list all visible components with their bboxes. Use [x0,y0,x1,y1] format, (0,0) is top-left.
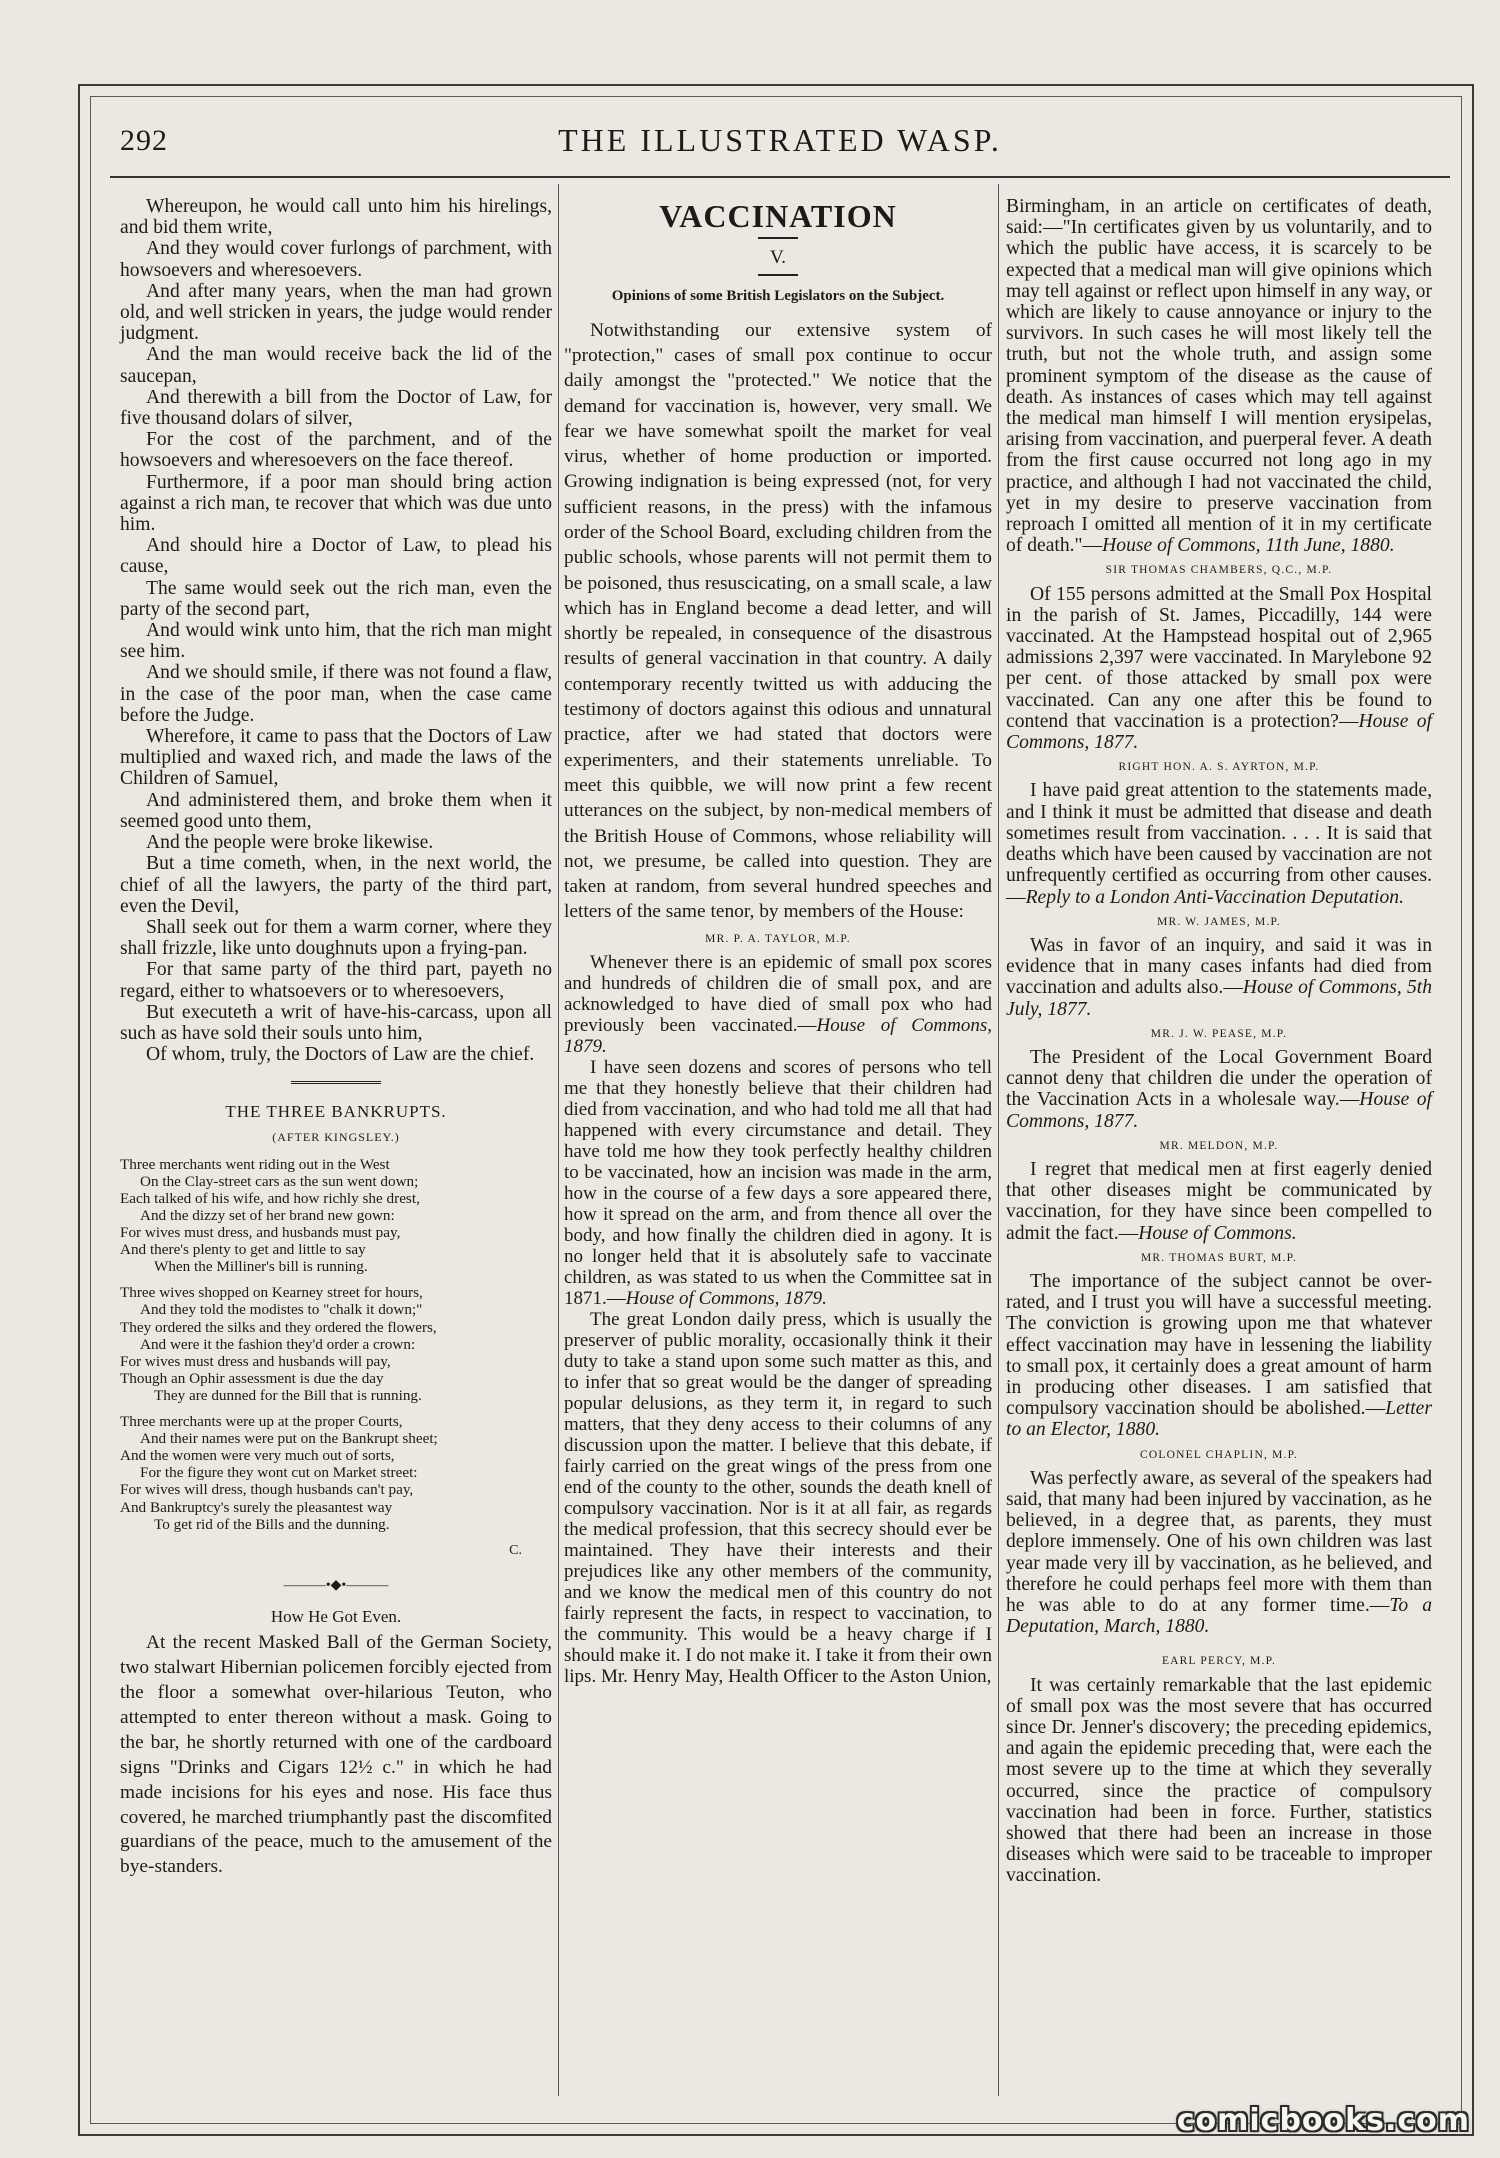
quote-text: Was in favor of an inquiry, and said it was in evidence that in many cases infants had died from vaccination and adults also.— [1006,934,1432,999]
quote-text: I have seen dozens and scores of persons who tell me that they honestly believe that their children had died from vaccination, and who had told me all that had happened with every circumstance and detail. They have told me how they took perfectly healthy children to be vaccinated, how an incision was made in the arm, how in the course of a few days a sore appeared there, how it spread on the arm, and from thence all over the body, and how finally the children died in agony. It is no longer held that it is absolutely safe to vaccinate children, as was stated to us when the Committee sat in 1871.— [564,1056,992,1309]
verse: And the man would receive back the lid of the saucepan, [120,344,552,387]
verse: And the people were broke likewise. [146,832,434,854]
title-rule [758,274,798,276]
site-watermark: comicbooks.com [1176,2103,1470,2138]
verse: And should hire a Doctor of Law, to plead his cause, [120,535,552,578]
story-title: How He Got Even. [270,1607,402,1626]
intro-paragraph: Notwithstanding our extensive system of "protection," cases of small pox continue to occur daily amongst the "protected." We notice that the demand for vaccination is, however, very small. We fear we have somewhat spoilt the market for veal virus, whether of home production or imported. Growing indignation is being expressed (not, for very sufficient reasons, in the press) with the infamous order of the School Board, excluding children from the public schools, whose parents will not permit them to be poisoned, thus resuscicating, on a small scale, a law which has in England become a dead letter, and will shortly be repealed, in consequence of the disastrous results of general vaccination in that country. A daily contemporary recently twitted us with adducing the testimony of doctors against this odious and unnatural practice, after we had stated that doctors were experimenters, and their statements unreliable. To meet this quibble, we will now print a few recent utterances on the subject, by non-medical members of the British House of Commons, whose reliability will not, we presume, be called into question. They are taken at random, from several hundred speeches and letters of the same tenor, by members of the House: [564,319,992,923]
column-middle [564,196,992,1687]
speaker-quotes [564,952,992,1687]
masthead: THE ILLUSTRATED WASP. [558,122,1002,158]
speaker-heading: MR. MELDON, M.P. [1159,1139,1279,1152]
speaker-heading: EARL PERCY, M.P. [1161,1655,1277,1668]
verse: But executeth a writ of have-his-carcass, upon all such as have sold their souls unto him, [120,1001,552,1044]
poem-line: And there's plenty to get and little to say [120,1241,366,1259]
quote-text: Whenever there is an epidemic of small pox scores and hundreds of children die of small pox, and are acknowledged to have died of small pox who had previously been vaccinated.— [564,951,992,1036]
speaker-heading: MR. J. W. PEASE, M.P. [1150,1027,1288,1040]
speaker-heading: MR. THOMAS BURT, M.P. [1140,1251,1298,1264]
quote-citation: Letter to an Elector, 1880. [1006,1398,1432,1441]
quote-citation: House of Commons, 11th June, 1880. [1102,535,1395,557]
poem-stanza [120,1413,552,1533]
poem-line: Three wives shopped on Kearney street for hours, [120,1284,423,1302]
verse: Wherefore, it came to pass that the Doctors of Law multiplied and waxed rich, and made the laws of the Children of Samuel, [120,726,552,790]
verse: For the cost of the parchment, and of the howsoevers and wheresoevers on the face thereof. [120,429,552,472]
quote-paragraph [1006,1468,1432,1638]
quote-text: Birmingham, in an article on certificates of death, said:—"In certificates given by us voluntarily, and to which the public have access, it is scarcely to be expected that a medical man will give opinions which may tell against or reflect upon himself in any way, or which are likely to cause annoyance or injury to the survivors. In such cases he will most likely tell the truth, but not the whole truth, and assign some prominent symptom of the disease as the cause of death. As instances of cases which may tell against the medical man himself I will mention erysipelas, arising from vaccination, and puerperal fever. A death from the first cause occurred not long ago in my practice, and although I had not vaccinated the child, yet in my desire to preserve vaccination from reproach I omitted all mention of it in my certificate of death."— [1006,196,1432,557]
column-rule-1 [558,184,559,2096]
quote-paragraph [1006,1271,1432,1441]
poem-title: THE THREE BANKRUPTS. [225,1102,447,1122]
quote-text: I have paid great attention to the statements made, and I think it must be admitted that disease and death sometimes result from vaccination. . . . It is said that deaths which have been caused by vaccination are not unfrequently certified as occurring from other causes.— [1006,780,1432,908]
quote-citation: House of Commons, 1877. [1006,1089,1432,1132]
verse: For that same party of the third part, payeth no regard, either to whatsoevers or to wheresoevers, [120,959,552,1002]
poem-signature: C. [509,1542,522,1558]
verse: And administered them, and broke them when it seemed good unto them, [120,789,552,832]
section-divider [291,1081,381,1087]
poem-attribution: (AFTER KINGSLEY.) [272,1129,400,1144]
quote-text: The President of the Local Government Board cannot deny that children die under the operation of the Vaccination Acts in a wholesale way.— [1006,1046,1432,1111]
poem [120,1156,552,1559]
poem-line: And they told the modistes to "chalk it down;" [140,1301,423,1319]
poem-line: Three merchants were up at the proper Courts, [120,1413,403,1431]
quote-paragraph [1006,584,1432,754]
poem-line: For wives will dress, though husbands can't pay, [120,1481,414,1499]
poem-line: To get rid of the Bills and the dunning. [154,1515,390,1533]
article-intro [564,318,992,925]
poem-line: Each talked of his wife, and how richly she drest, [120,1189,420,1207]
poem-line: For the figure they wont cut on Market street: [140,1464,418,1482]
article-part-number: V. [769,247,787,269]
verse: Of whom, truly, the Doctors of Law are the chief. [146,1044,535,1066]
poem-line: And their names were put on the Bankrupt sheet; [140,1430,438,1448]
quote-citation: House of Commons, 1877. [1006,710,1432,754]
article-subtitle: Opinions of some British Legislators on the Subject. [611,288,945,305]
verse: And after many years, when the man had grown old, and well stricken in years, the judge would render judgment. [120,280,552,345]
quote-text: Of 155 persons admitted at the Small Pox Hospital in the parish of St. James, Piccadilly, 144 were vaccinated. At the Hampstead hospital out of 2,965 admissions 2,397 were vaccinated. In Marylebone 92 per cent. of those attacked by small pox were vaccinated. Can any one after this be found to contend that vaccination is a protection?— [1006,583,1432,732]
verse: Whereupon, he would call unto him his hirelings, and bid them write, [120,196,552,239]
verse: And therewith a bill from the Doctor of Law, for five thousand dolars of silver, [120,386,552,430]
quote-paragraph [1006,1047,1432,1132]
speaker-heading: MR. P. A. TAYLOR, M.P. [705,932,851,945]
poem-line: When the Milliner's bill is running. [154,1258,368,1276]
poem-line: And the women were very much out of sorts, [120,1447,395,1465]
quote-paragraph [564,1057,992,1309]
verse: And they would cover furlongs of parchment, with howsoevers and wheresoevers. [120,238,552,281]
poem-line: And Bankruptcy's surely the pleasantest way [120,1498,393,1516]
lawyer-verses [120,196,552,1065]
speaker-heading: SIR THOMAS CHAMBERS, Q.C., M.P. [1105,564,1333,577]
column-rule-2 [998,184,999,2096]
verse: Shall seek out for them a warm corner, where they shall frizzle, like unto doughnuts upon a frying-pan. [120,916,552,960]
page-number: 292 [120,124,168,157]
quote-paragraph [1006,1159,1432,1244]
quote-text: I regret that medical men at first eagerly denied that other diseases might be communicated by vaccination, for they have since been compelled to admit the fact.— [1006,1158,1432,1244]
verse: The same would seek out the rich man, even the party of the second part, [120,577,552,620]
verse: But a time cometh, when, in the next world, the chief of all the lawyers, the party of the third part, even the Devil, [120,853,552,917]
verse: And we should smile, if there was not found a flaw, in the case of the poor man, when the case came before the Judge. [120,662,552,726]
quote-text: Was perfectly aware, as several of the speakers had said, that many had been injured by vaccination, as he believed, in a degree that, as parents, they must deplore immensely. One of his own children was last year made very ill by vaccination, as he believed, and therefore he could perhaps feel more with them than he was able to do at any former time.— [1006,1467,1432,1616]
quote-paragraph: The great London daily press, which is usually the preserver of public morality, occasionally think it their duty to take a stand upon some such matter as this, and to infer that so great would be the danger of spreading popular delusions, as they term it, in regard to such matters, that they deny access to their columns of any discussion upon the matter. I believe that this debate, if fairly carried on the great wings of the press from one end of the county to the other, sounds the death knell of compulsory vaccination. Nor is it at all fair, as regards the medical profession, that this secrecy should ever be maintained. They have their interests and their prejudices like any other members of the community, and we know the medical men of this country do not fairly represent the facts, in respect to vaccination, to the community. This would be a heavy charge if I should make it. I do not make it. I take it from their own lips. Mr. Henry May, Health Officer to the Aston Union, [564,1308,992,1687]
ornament-divider: ———•◆•——— [283,1577,389,1593]
quote-paragraph [1006,196,1432,556]
poem-line: Three merchants went riding out in the West [120,1155,390,1173]
column-left [120,196,552,1880]
quote-citation: House of Commons. [1138,1222,1297,1244]
header-rule [110,176,1450,178]
story-paragraph: At the recent Masked Ball of the German Society, two stalwart Hibernian policemen forcibly ejected from the floor a somewhat over-hilarious Teuton, who attempted to enter thereon without a mask. Going to the bar, he shortly returned with one of the cardboard signs "Drinks and Cigars 12½ c." in which he had made incisions for his eyes and nose. His face thus covered, he marched triumphantly past the discomfited guardians of the peace, much to the amusement of the bye-standers. [120,1632,552,1878]
page-header [110,118,1450,168]
poem-line: On the Clay-street cars as the sun went down; [140,1172,419,1190]
quote-paragraph [564,952,992,1057]
poem-line: For wives must dress and husbands will pay, [120,1352,391,1370]
column-right [1006,196,1432,1887]
speaker-heading: COLONEL CHAPLIN, M.P. [1140,1448,1298,1461]
quote-citation: Reply to a London Anti-Vaccination Deputation. [1025,886,1404,908]
quote-paragraph [1006,780,1432,907]
poem-line: They ordered the silks and they ordered the flowers, [120,1318,437,1336]
verse: Furthermore, if a poor man should bring action against a rich man, te recover that which was due unto him. [120,471,552,536]
poem-line: And were it the fashion they'd order a crown: [140,1335,416,1353]
verse: And would wink unto him, that the rich man might see him. [120,620,552,663]
quote-citation: House of Commons, 5th July, 1877. [1006,977,1433,1020]
poem-line: For wives must dress, and husbands must pay, [120,1224,401,1242]
quote-paragraph [1006,935,1432,1020]
speaker-heading: MR. W. JAMES, M.P. [1157,915,1281,928]
poem-line: They are dunned for the Bill that is running. [154,1386,422,1404]
title-rule [758,237,798,239]
quote-citation: House of Commons, 1879. [625,1287,827,1309]
article-title: VACCINATION [659,198,897,234]
quote-text: The importance of the subject cannot be over-rated, and I trust you will have a successful meeting. The conviction is growing upon me that whatever effect vaccination may have in lessening the liability to small pox, it certainly does a great amount of harm in producing other diseases. I am satisfied that compulsory vaccination should be abolished.— [1006,1270,1432,1420]
quote-citation: To a Deputation, March, 1880. [1006,1595,1432,1638]
story-body [120,1631,552,1880]
quote-paragraph: It was certainly remarkable that the last epidemic of small pox was the most severe that has occurred since Dr. Jenner's discovery; the preceding epidemics, and again the epidemic preceding that, were each the most severe up to the time at which they severally occurred, since the practice of compulsory vaccination had been in force. Further, statistics showed that there had been an increase in those diseases which were said to be traceable to improper vaccination. [1006,1674,1432,1887]
speaker-heading: RIGHT HON. A. S. AYRTON, M.P. [1118,761,1320,774]
poem-stanza [120,1284,552,1404]
quote-citation: House of Commons, 1879. [564,1014,992,1057]
poem-line: And the dizzy set of her brand new gown: [140,1207,395,1225]
poem-stanza [120,1156,552,1276]
poem-line: Though an Ophir assessment is due the day [120,1369,384,1387]
